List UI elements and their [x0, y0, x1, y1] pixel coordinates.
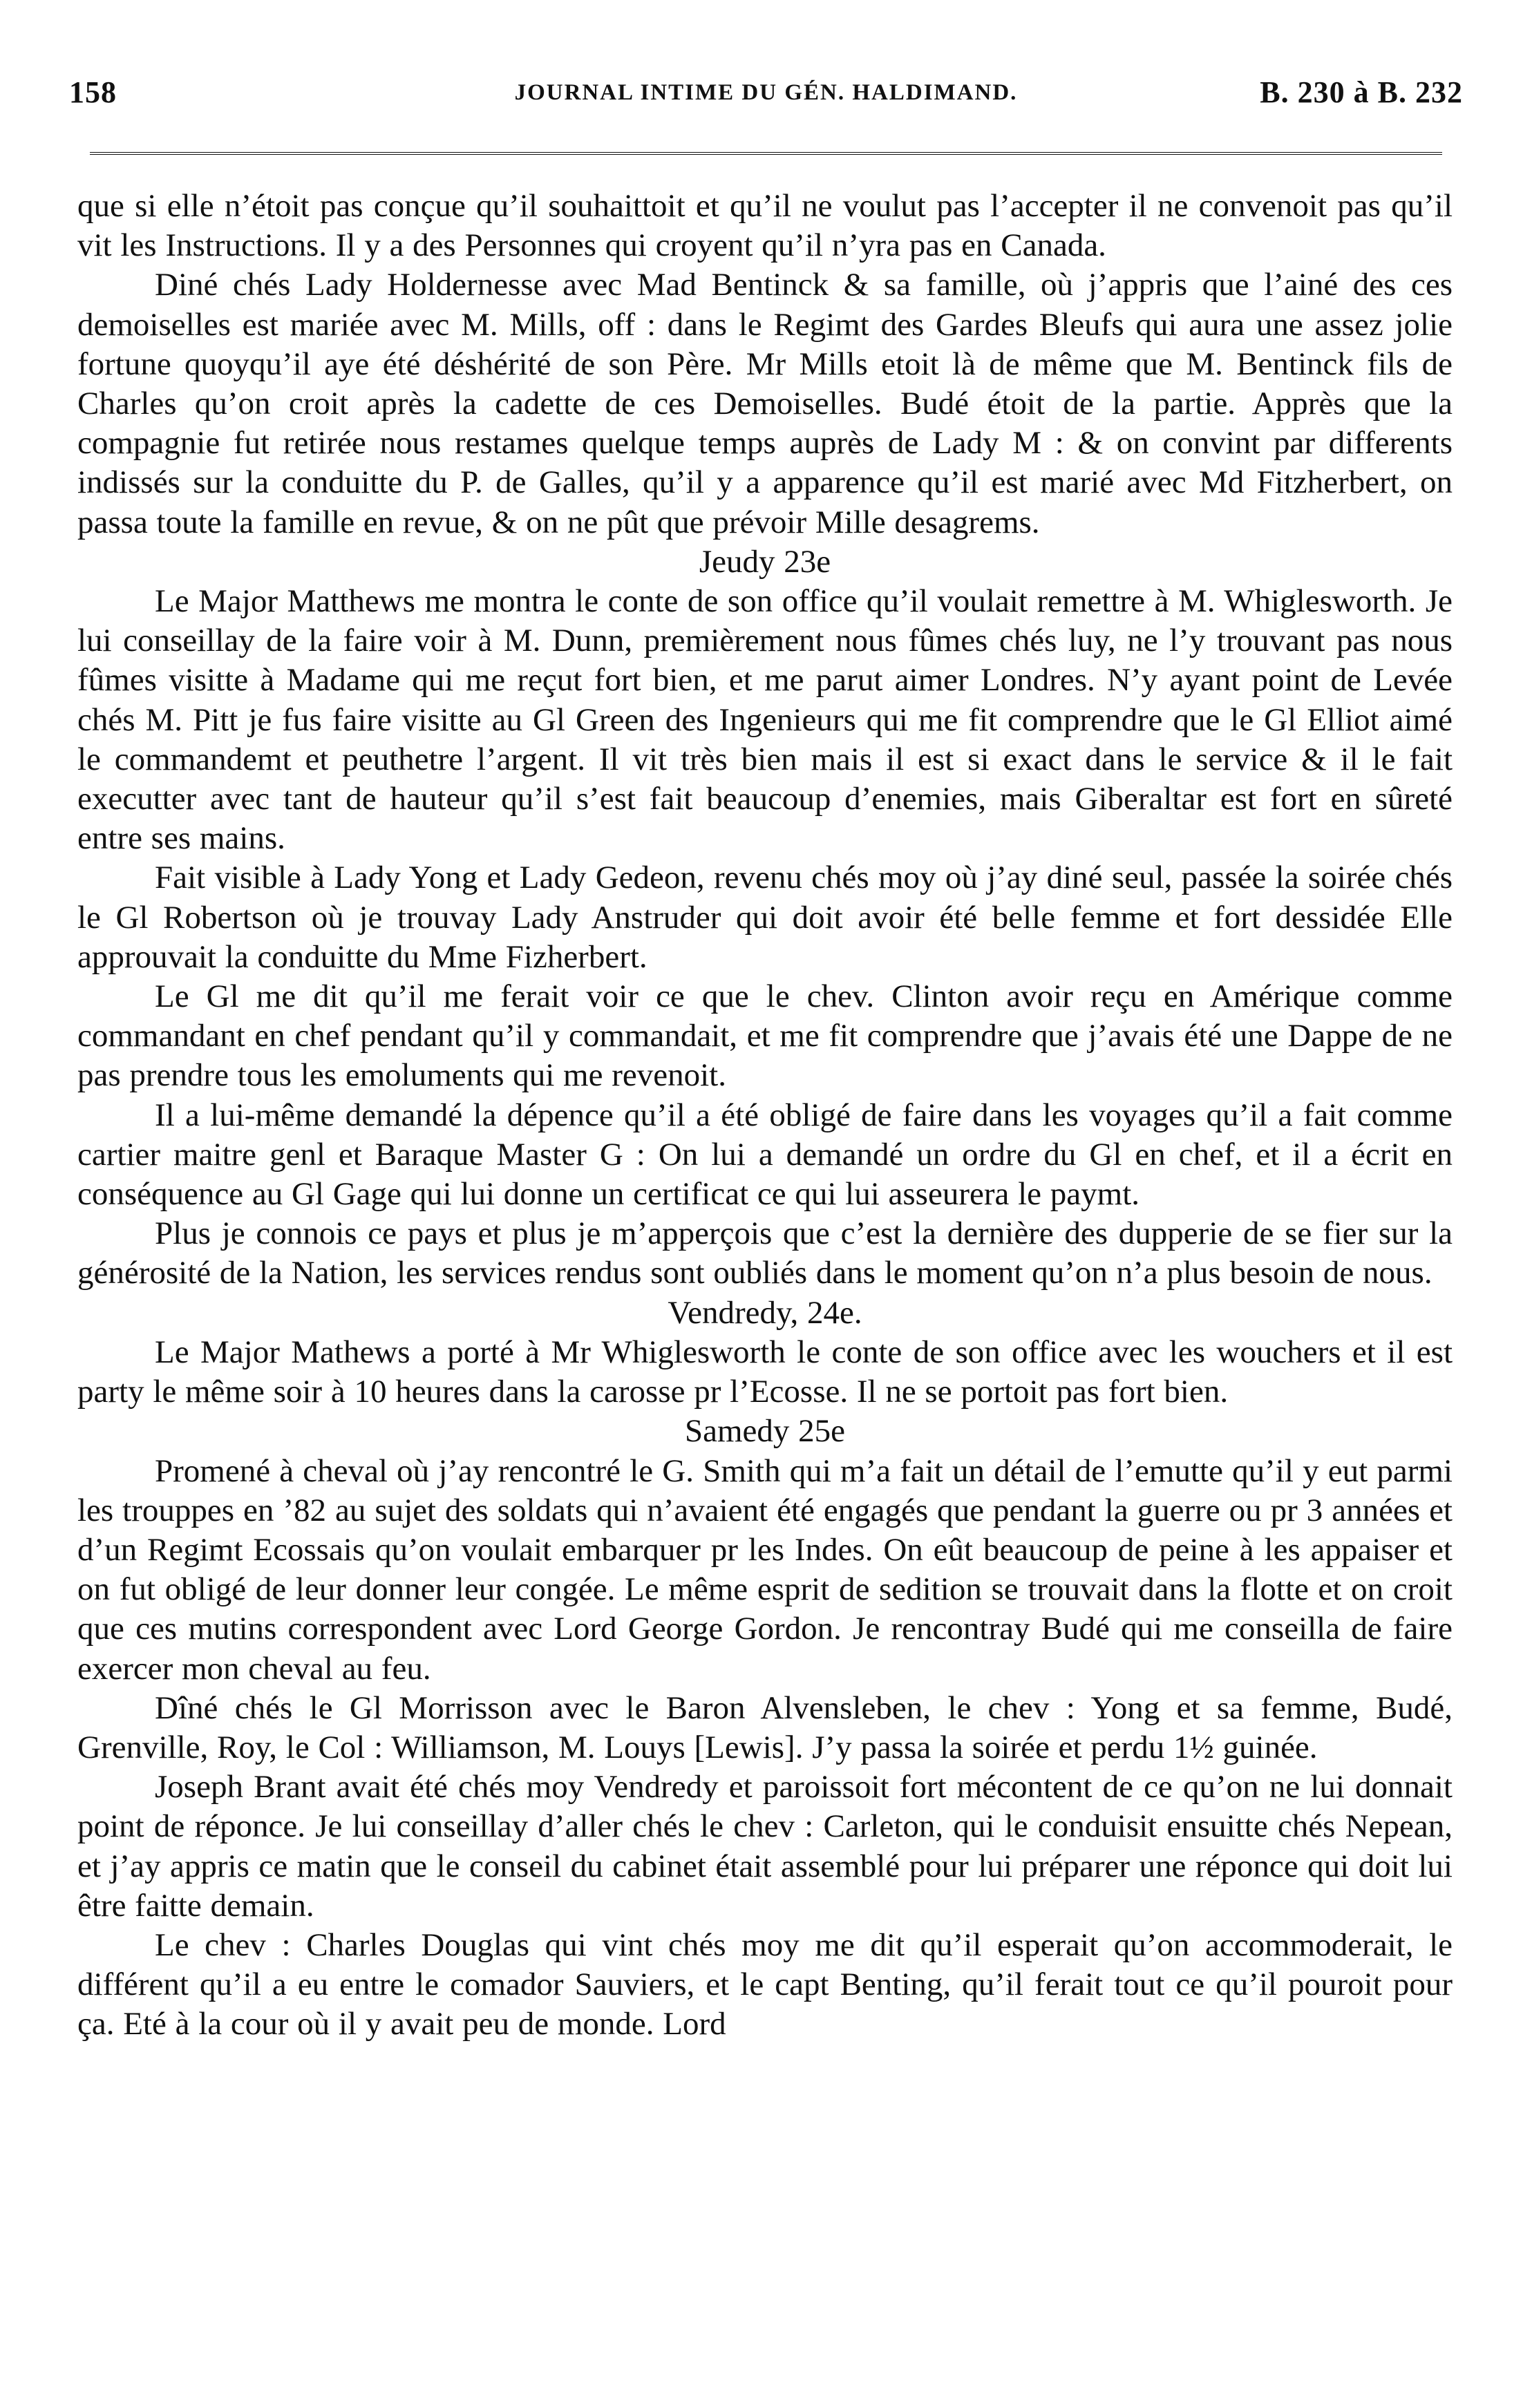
paragraph: Diné chés Lady Holdernesse avec Mad Bentinck & sa famille, où j’appris que l’ainé des ces demoiselles est mariée avec M. Mills, off : dans le Regimt des Gardes Bleufs qui aura une assez jolie fortune quoyqu’il aye été déshérité de son Père. Mr Mills etoit là de même que M. Bentinck fils de Charles qu’on croit après la cadette de ces Demoiselles. Budé étoit de la partie. Apprès que la compagnie fut retirée nous restames quelque temps auprès de Lady M : & on convint par differents indissés sur la conduitte du P. de Galles, qu’il y a apparence qu’il est marié avec Md Fitzherbert, on passa toute la famille en revue, & on ne pût que prévoir Mille desagrems.: [77, 267, 1453, 540]
body-text: [77, 187, 1453, 2045]
folio-range: B. 230 à B. 232: [1260, 75, 1463, 109]
paragraph: Joseph Brant avait été chés moy Vendredy et paroissoit fort mécontent de ce qu’on ne lui donnait point de réponce. Je lui conseillay d’aller chés le chev : Carleton, qui le conduisit ensuitte chés Nepean, et j’ay appris ce matin que le conseil du cabinet était assemblé pour lui préparer une réponce qui doit lui être faitte demain.: [77, 1769, 1453, 1924]
date-heading: Samedy 25e: [684, 1413, 846, 1450]
date-heading: Vendredy, 24e.: [668, 1294, 862, 1331]
paragraph: que si elle n’étoit pas conçue qu’il souhaittoit et qu’il ne voulut pas l’accepter il ne convenoit pas qu’il vit les Instructions. Il y a des Personnes qui croyent qu’il n’yra pas en Canada.: [77, 188, 1453, 264]
paragraph: Le chev : Charles Douglas qui vint chés moy me dit qu’il esperait qu’on accommoderait, le différent qu’il a eu entre le comador Sauviers, et le capt Benting, qu’il ferait tout ce qu’il pouroit pour ça. Eté à la cour où il y avait peu de monde. Lord: [77, 1926, 1453, 2042]
page-header: [69, 75, 1463, 119]
paragraph: Le Gl me dit qu’il me ferait voir ce que le chev. Clinton avoir reçu en Amérique comme commandant en chef pendant qu’il y commandait, et me fit comprendre que j’avais été une Dappe de ne pas prendre tous les emoluments qui me revenoit.: [77, 978, 1453, 1094]
running-title: JOURNAL INTIME DU GÉN. HALDIMAND.: [514, 80, 1018, 105]
paragraph: Fait visible à Lady Yong et Lady Gedeon, revenu chés moy où j’ay diné seul, passée la soirée chés le Gl Robertson où je trouvay Lady Anstruder qui doit avoir été belle femme et fort dessidée Elle approuvait la conduitte du Mme Fizherbert.: [77, 860, 1453, 975]
header-rule: [90, 152, 1442, 155]
paragraph: Il a lui-même demandé la dépence qu’il a été obligé de faire dans les voyages qu’il a fait comme cartier maitre genl et Baraque Master G : On lui a demandé un ordre du Gl en chef, et il a écrit en conséquence au Gl Gage qui lui donne un certificat ce qui lui asseurera le paymt.: [77, 1097, 1453, 1213]
paragraph: Plus je connois ce pays et plus je m’apperçois que c’est la dernière des dupperie de se fier sur la générosité de la Nation, les services rendus sont oubliés dans le moment qu’on n’a plus besoin de nous.: [77, 1215, 1453, 1291]
page-number: 158: [69, 75, 117, 109]
paragraph: Le Major Matthews me montra le conte de son office qu’il voulait remettre à M. Whiglesworth. Je lui conseillay de la faire voir à M. Dunn, premièrement nous fûmes chés luy, ne l’y trouvant pas nous fûmes visitte à Madame qui me reçut fort bien, et me parut aimer Londres. N’y ayant point de Levée chés M. Pitt je fus faire visitte au Gl Green des Ingenieurs qui me fit comprendre que le Gl Elliot aimé le commandemt et peuthetre l’argent. Il vit très bien mais il est si exact dans le service & il le fait executter avec tant de hauteur qu’il s’est fait beaucoup d’enemies, mais Giberaltar est fort en sûreté entre ses mains.: [77, 583, 1453, 857]
date-heading: Jeudy 23e: [699, 543, 831, 580]
paragraph: Le Major Mathews a porté à Mr Whiglesworth le conte de son office avec les wouchers et il est party le même soir à 10 heures dans la carosse pr l’Ecosse. Il ne se portoit pas fort bien.: [77, 1334, 1453, 1410]
paragraph: Promené à cheval où j’ay rencontré le G. Smith qui m’a fait un détail de l’emutte qu’il y eut parmi les trouppes en ’82 au sujet des soldats qui n’avaient été engagés que pendant la guerre ou pr 3 années et d’un Regimt Ecossais qu’on voulait embarquer pr les Indes. On eût beaucoup de peine à les appaiser et on fut obligé de leur donner leur congée. Le même esprit de sedition se trouvait dans la flotte et on croit que ces mutins correspondent avec Lord George Gordon. Je rencontray Budé qui me conseilla de faire exercer mon cheval au feu.: [77, 1452, 1453, 1687]
paragraph: Dîné chés le Gl Morrisson avec le Baron Alvensleben, le chev : Yong et sa femme, Budé, Grenville, Roy, le Col : Williamson, M. Louys [Lewis]. J’y passa la soirée et perdu 1½ guinée.: [77, 1689, 1453, 1765]
